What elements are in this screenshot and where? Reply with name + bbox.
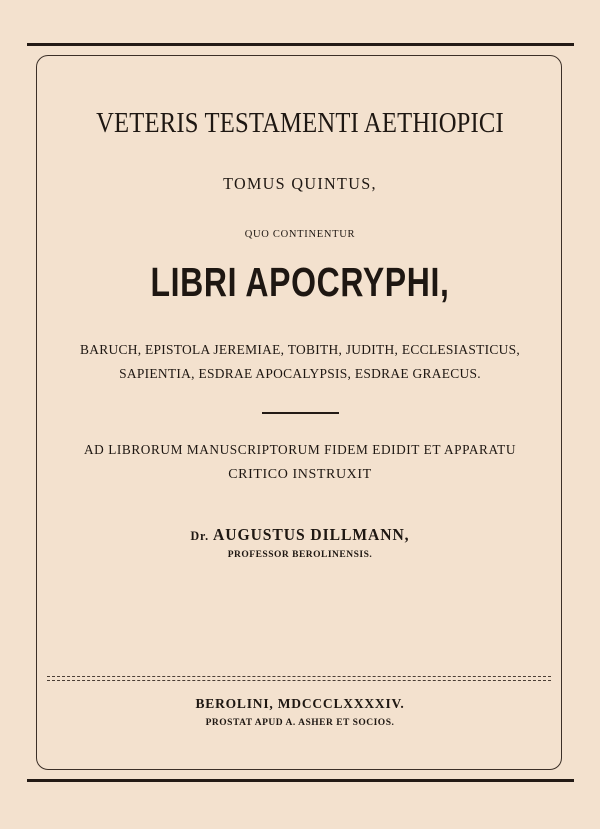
- author-line: [24, 525, 576, 545]
- bottom-rule: [27, 779, 574, 782]
- author-name: AUGUSTUS DILLMANN,: [213, 525, 410, 544]
- edition-line-1: AD LIBRORUM MANUSCRIPTORUM FIDEM EDIDIT ET APPARATU: [83, 443, 517, 458]
- series-title: VETERIS TESTAMENTI AETHIOPICI: [96, 108, 504, 139]
- top-rule: [27, 43, 574, 46]
- imprint-place-date: BEROLINI, MDCCCLXXXXIV.: [195, 696, 405, 711]
- volume-label: TOMUS QUINTUS,: [223, 174, 377, 193]
- section-divider: [262, 412, 339, 414]
- main-title: LIBRI APOCRYPHI,: [150, 259, 450, 305]
- contents-line-2: SAPIENTIA, ESDRAE APOCALYPSIS, ESDRAE GRAECUS.: [119, 367, 481, 382]
- imprint-rule-lower: [47, 680, 551, 681]
- contents-line-1: BARUCH, EPISTOLA JEREMIAE, TOBITH, JUDITH, ECCLESIASTICUS,: [79, 343, 521, 358]
- edition-line-2: CRITICO INSTRUXIT: [228, 467, 372, 482]
- imprint-publisher: PROSTAT APUD A. ASHER ET SOCIOS.: [205, 718, 395, 728]
- author-prefix: Dr.: [190, 528, 210, 543]
- imprint-rule-upper: [47, 676, 551, 677]
- continentur-label: QUO CONTINENTUR: [244, 229, 356, 240]
- author-title: PROFESSOR BEROLINENSIS.: [227, 550, 373, 560]
